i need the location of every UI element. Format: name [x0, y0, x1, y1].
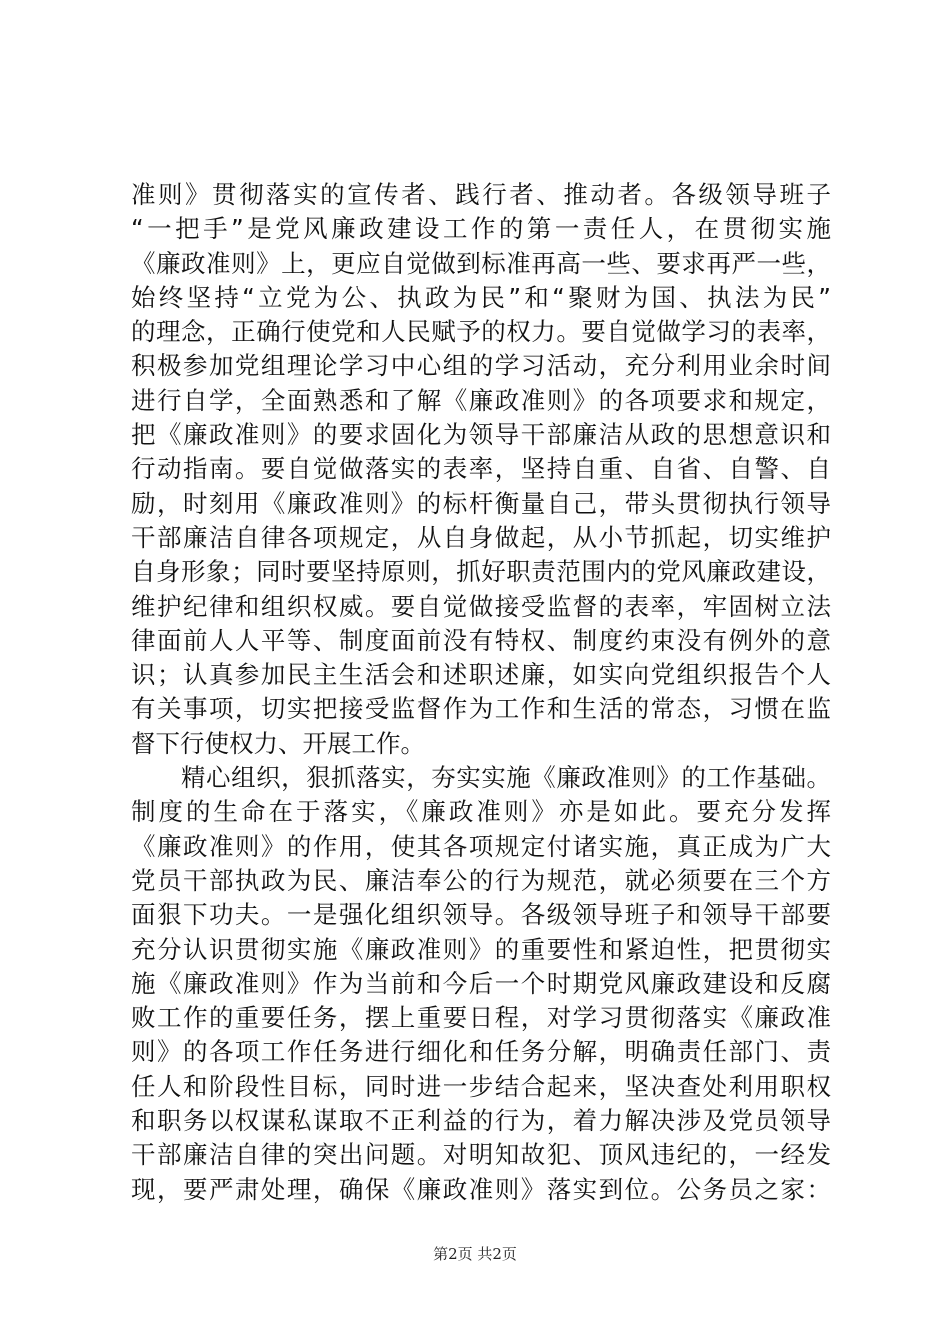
text-line: “一把手”是党风廉政建设工作的第一责任人，在贯彻实施 — [131, 214, 831, 244]
text-line: 充分认识贯彻实施《廉政准则》的重要性和紧迫性，把贯彻实 — [131, 934, 831, 964]
text-line: 现，要严肃处理，确保《廉政准则》落实到位。公务员之家： — [131, 1174, 831, 1204]
text-line: 自身形象；同时要坚持原则，抓好职责范围内的党风廉政建设， — [131, 557, 831, 587]
text-line: 党员干部执政为民、廉洁奉公的行为规范，就必须要在三个方 — [131, 865, 831, 895]
text-line: 任人和阶段性目标，同时进一步结合起来，坚决查处利用职权 — [131, 1071, 831, 1101]
text-line: 和职务以权谋私谋取不正利益的行为，着力解决涉及党员领导 — [131, 1106, 831, 1136]
body-text — [131, 178, 831, 1207]
text-line: 准则》贯彻落实的宣传者、践行者、推动者。各级领导班子 — [131, 180, 831, 209]
text-line: 则》的各项工作任务进行细化和任务分解，明确责任部门、责 — [131, 1037, 831, 1067]
text-line: 有关事项，切实把接受监督作为工作和生活的常态，习惯在监 — [131, 694, 831, 724]
text-line: 干部廉洁自律的突出问题。对明知故犯、顶风违纪的，一经发 — [131, 1140, 831, 1170]
text-line: 维护纪律和组织权威。要自觉做接受监督的表率，牢固树立法 — [131, 591, 831, 621]
text-line: 积极参加党组理论学习中心组的学习活动，充分利用业余时间 — [131, 351, 831, 381]
text-line: 制度的生命在于落实，《廉政准则》亦是如此。要充分发挥 — [131, 797, 831, 827]
text-line: 败工作的重要任务，摆上重要日程，对学习贯彻落实《廉政准 — [131, 1003, 831, 1033]
text-line: 面狠下功夫。一是强化组织领导。各级领导班子和领导干部要 — [131, 900, 831, 930]
paragraph-first-line: 精心组织，狠抓落实，夯实实施《廉政准则》的工作基础。 — [131, 763, 831, 793]
text-line: 进行自学，全面熟悉和了解《廉政准则》的各项要求和规定， — [131, 385, 831, 415]
text-line: 识；认真参加民主生活会和述职述廉，如实向党组织报告个人 — [131, 660, 831, 690]
text-line: 《廉政准则》的作用，使其各项规定付诸实施，真正成为广大 — [131, 831, 831, 861]
text-line: 律面前人人平等、制度面前没有特权、制度约束没有例外的意 — [131, 625, 831, 655]
text-line: 干部廉洁自律各项规定，从自身做起，从小节抓起，切实维护 — [131, 522, 831, 552]
text-line: 始终坚持“立党为公、执政为民”和“聚财为国、执法为民” — [131, 282, 831, 312]
text-line: 把《廉政准则》的要求固化为领导干部廉洁从政的思想意识和 — [131, 420, 831, 450]
page-number-footer: 第2页 共2页 — [433, 1245, 517, 1263]
paragraph-end-line: 督下行使权力、开展工作。 — [131, 728, 425, 758]
text-line: 《廉政准则》上，更应自觉做到标准再高一些、要求再严一些， — [131, 248, 831, 278]
text-line: 施《廉政准则》作为当前和今后一个时期党风廉政建设和反腐 — [131, 968, 831, 998]
text-line: 的理念，正确行使党和人民赋予的权力。要自觉做学习的表率， — [131, 317, 831, 347]
text-line: 励，时刻用《廉政准则》的标杆衡量自己，带头贯彻执行领导 — [131, 488, 831, 518]
text-line: 行动指南。要自觉做落实的表率，坚持自重、自省、自警、自 — [131, 454, 831, 484]
